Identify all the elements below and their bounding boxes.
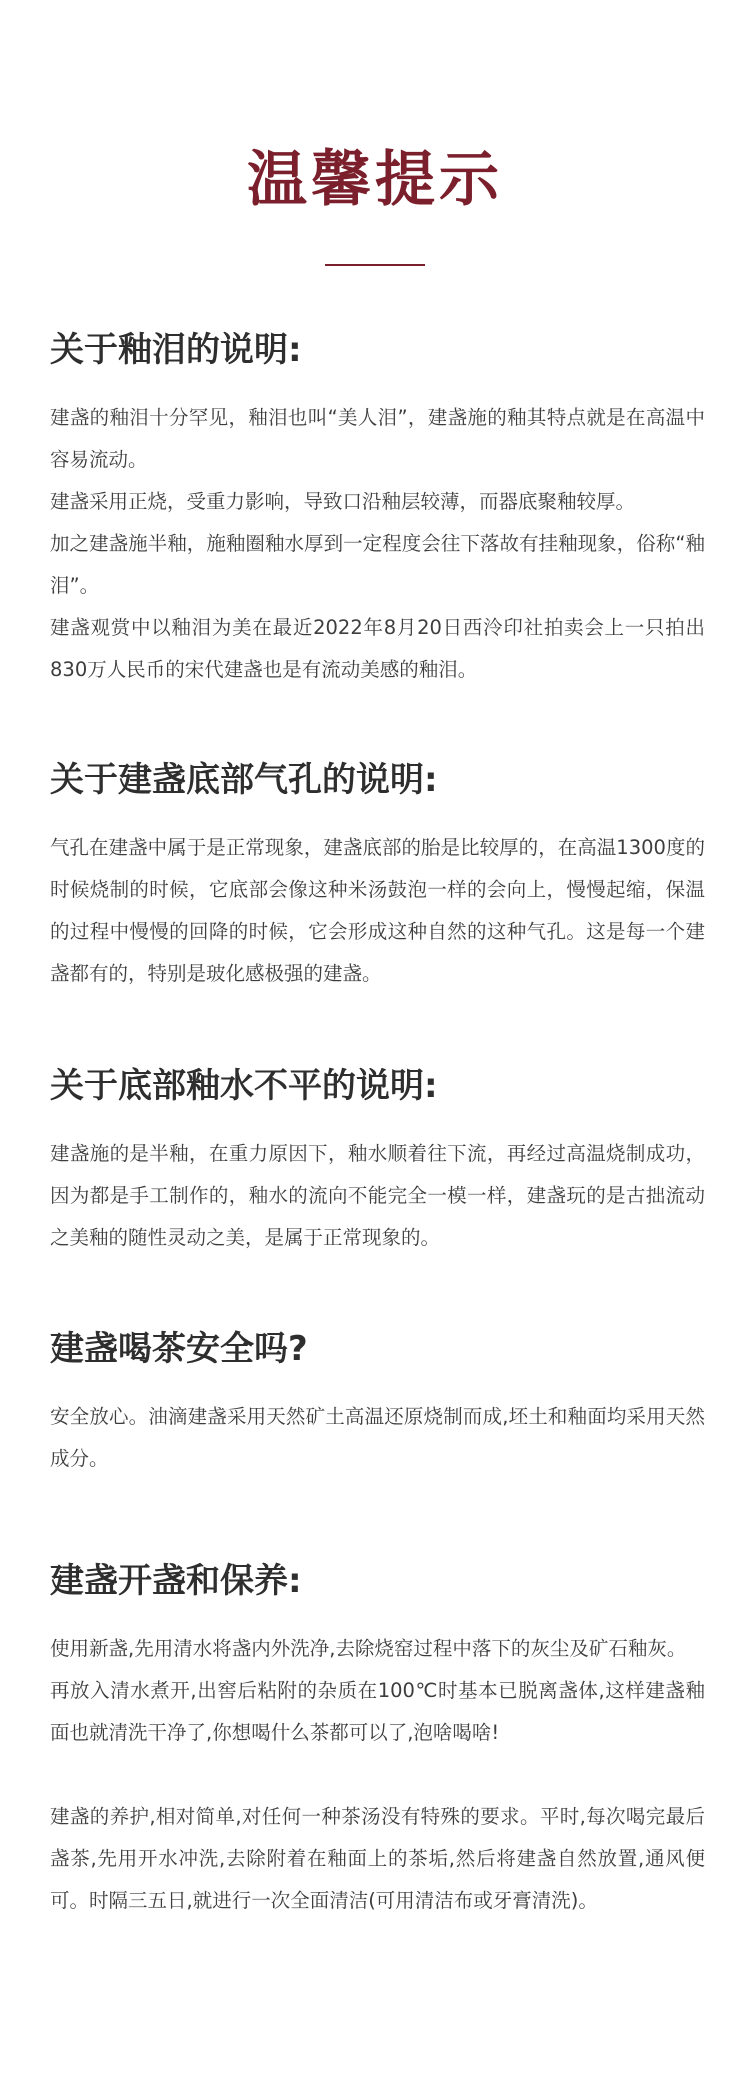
paragraph: 建盏的釉泪十分罕见，釉泪也叫“美人泪”，建盏施的釉其特点就是在高温中容易流动。: [50, 406, 705, 471]
section-first-use-care: [50, 1556, 705, 1922]
section-tea-safety: [50, 1324, 705, 1480]
section-heading: 关于釉泪的说明:: [50, 330, 302, 370]
section-body: [50, 1396, 705, 1480]
paragraph: 安全放心。油滴建盏采用天然矿土高温还原烧制而成,坯土和釉面均采用天然成分。: [50, 1405, 705, 1470]
section-body: [50, 397, 705, 691]
section-bottom-pores: [50, 755, 705, 995]
section-body: [50, 1628, 705, 1922]
section-glaze-tears: [50, 325, 705, 691]
section-uneven-glaze: [50, 1061, 705, 1259]
paragraph: 建盏施的是半釉，在重力原因下，釉水顺着往下流，再经过高温烧制成功，因为都是手工制作的，釉水的流向不能完全一模一样，建盏玩的是古拙流动之美釉的随性灵动之美，是属于正常现象的。: [50, 1142, 705, 1249]
section-body: [50, 827, 705, 995]
section-body: [50, 1133, 705, 1259]
paragraph: 建盏的养护,相对简单,对任何一种茶汤没有特殊的要求。平时,每次喝完最后盏茶,先用开水冲洗,去除附着在釉面上的茶垢,然后将建盏自然放置,通风便可。时隔三五日,就进行一次全面清洁(可用清洁布或牙膏清洗)。: [50, 1805, 705, 1912]
page-title: 温馨提示: [247, 145, 503, 215]
section-heading: 建盏开盏和保养:: [50, 1561, 302, 1601]
paragraph: 气孔在建盏中属于是正常现象，建盏底部的胎是比较厚的，在高温1300度的时候烧制的时候，它底部会像这种米汤鼓泡一样的会向上，慢慢起缩，保温的过程中慢慢的回降的时候，它会形成这种自然的这种气孔。这是每一个建盏都有的，特别是玻化感极强的建盏。: [50, 836, 705, 985]
section-heading: 建盏喝茶安全吗?: [50, 1329, 308, 1369]
paragraph: 建盏观赏中以釉泪为美在最近2022年8月20日西泠印社拍卖会上一只拍出830万人民币的宋代建盏也是有流动美感的釉泪。: [50, 616, 705, 681]
paragraph: 加之建盏施半釉，施釉圈釉水厚到一定程度会往下落故有挂釉现象，俗称“釉泪”。: [50, 532, 705, 597]
paragraph: 使用新盏,先用清水将盏内外洗净,去除烧窑过程中落下的灰尘及矿石釉灰。: [50, 1637, 687, 1660]
title-divider: [325, 264, 425, 266]
section-heading: 关于建盏底部气孔的说明:: [50, 760, 438, 800]
paragraph: 建盏采用正烧，受重力影响，导致口沿釉层较薄，而器底聚釉较厚。: [50, 490, 636, 513]
section-heading: 关于底部釉水不平的说明:: [50, 1066, 438, 1106]
paragraph: 再放入清水煮开,出窖后粘附的杂质在100℃时基本已脱离盏体,这样建盏釉面也就清洗干净了,你想喝什么茶都可以了,泡啥喝啥!: [50, 1679, 705, 1744]
